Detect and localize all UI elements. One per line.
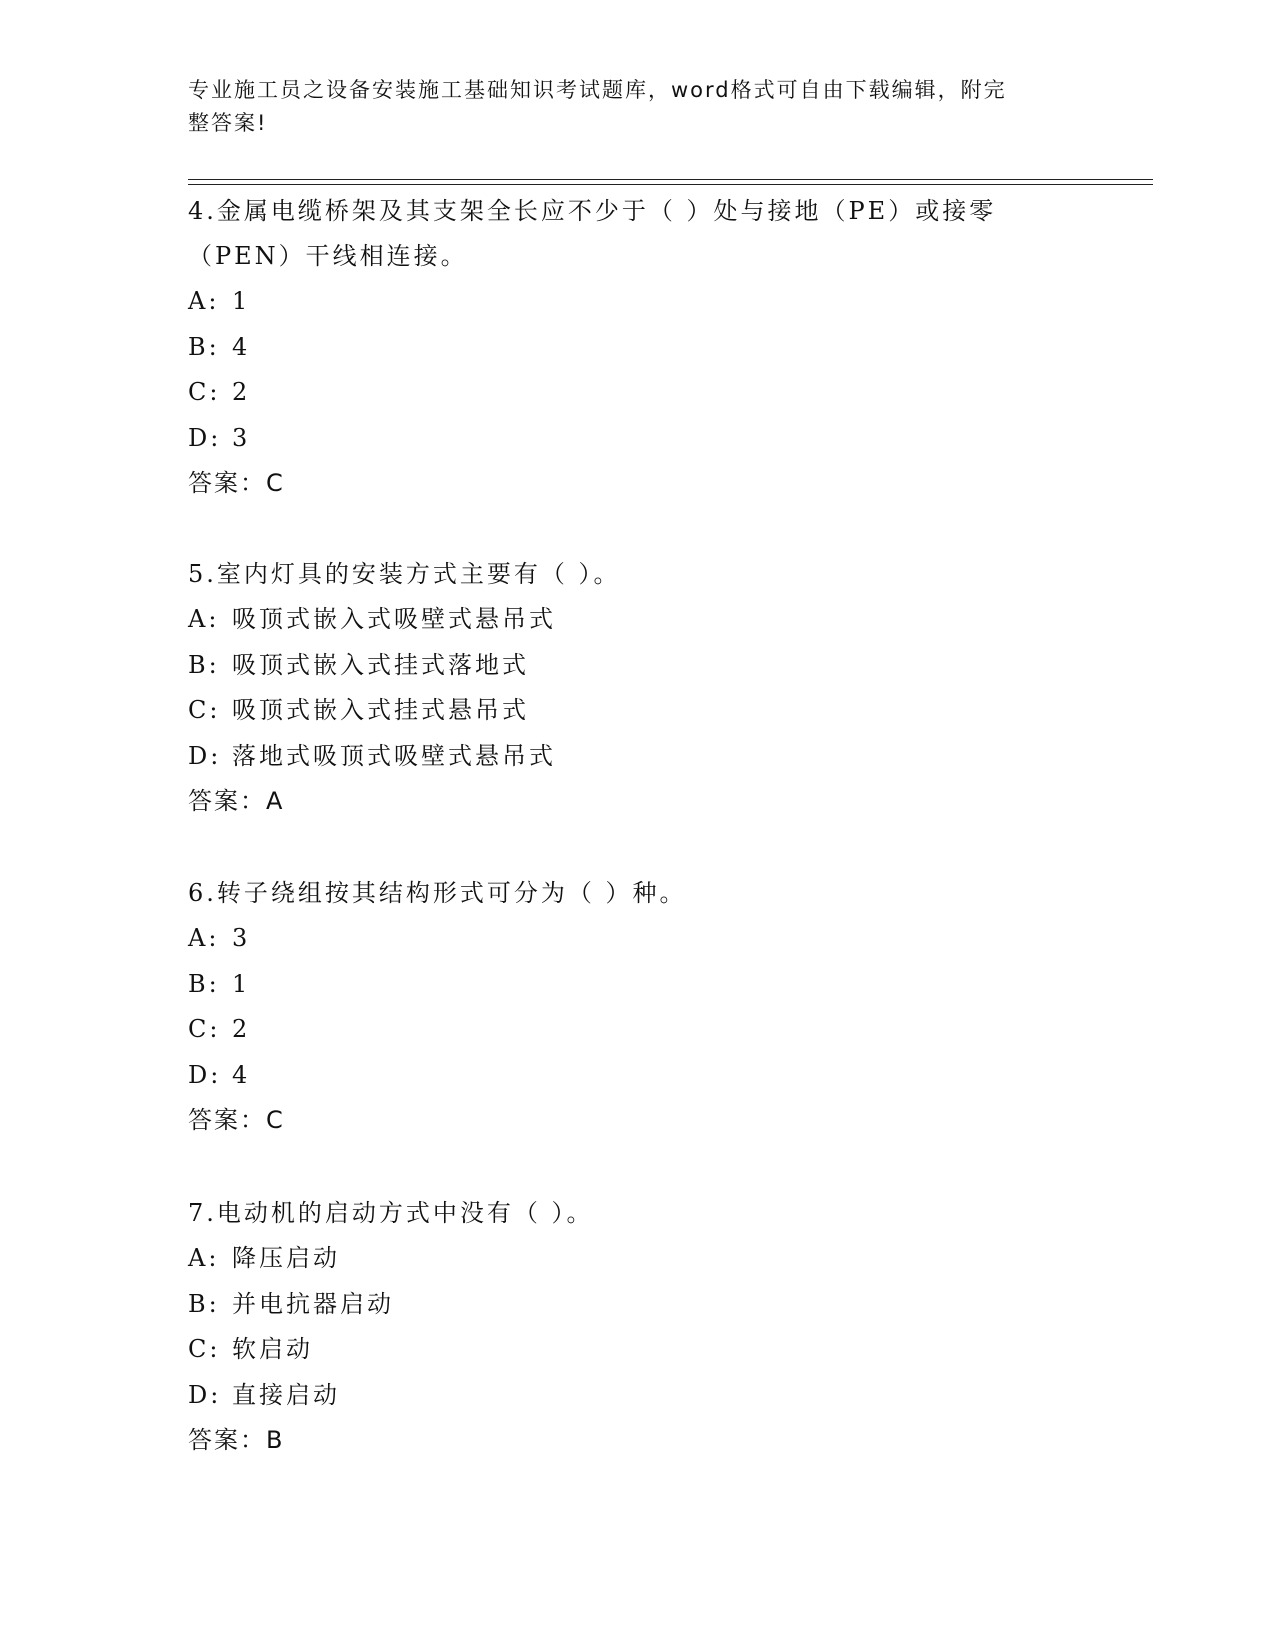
header-divider-top <box>188 179 1153 180</box>
option-text: 3 <box>232 924 251 952</box>
option-text: 落地式吸顶式吸壁式悬吊式 <box>232 741 556 770</box>
question-stem: 6.转子绕组按其结构形式可分为（ ）种。 <box>188 879 687 907</box>
option-d <box>188 1373 1088 1419</box>
option-text: 软启动 <box>232 1335 313 1363</box>
option-c <box>188 1007 1088 1053</box>
option-b <box>188 643 1088 689</box>
option-key: D: <box>188 741 222 770</box>
question-4 <box>188 189 1088 506</box>
document-header <box>188 74 1068 140</box>
option-d <box>188 1053 1088 1099</box>
answer-label: 答案：A <box>188 787 285 815</box>
option-text: 吸顶式嵌入式挂式悬吊式 <box>232 696 529 724</box>
header-line-2: 整答案! <box>188 111 268 135</box>
option-key: B: <box>188 332 220 361</box>
option-key: D: <box>188 1060 222 1089</box>
option-key: C: <box>188 696 221 724</box>
option-key: A: <box>188 287 220 315</box>
question-stem: 4.金属电缆桥架及其支架全长应不少于（ ）处与接地（PE）或接零（PEN）干线相连接。 <box>188 197 997 270</box>
option-text: 4 <box>232 332 251 361</box>
option-a <box>188 279 1088 325</box>
question-7 <box>188 1191 1088 1463</box>
option-d <box>188 416 1088 462</box>
option-b <box>188 1282 1088 1328</box>
option-key: A: <box>188 1244 220 1272</box>
option-key: B: <box>188 1289 220 1318</box>
question-stem: 7.电动机的启动方式中没有（ ）。 <box>188 1199 594 1227</box>
option-text: 降压启动 <box>232 1244 340 1272</box>
option-c <box>188 370 1088 416</box>
option-key: C: <box>188 1335 221 1363</box>
option-b <box>188 325 1088 371</box>
question-stem: 5.室内灯具的安装方式主要有（ ）。 <box>188 560 621 588</box>
option-key: D: <box>188 1380 222 1409</box>
option-key: B: <box>188 969 220 998</box>
header-divider-bottom <box>188 184 1153 185</box>
option-text: 直接启动 <box>232 1380 340 1409</box>
answer-label: 答案：C <box>188 469 285 497</box>
option-c <box>188 1327 1088 1373</box>
option-a <box>188 916 1088 962</box>
option-b <box>188 962 1088 1008</box>
option-key: B: <box>188 650 220 679</box>
option-key: A: <box>188 605 220 633</box>
option-key: C: <box>188 378 221 406</box>
answer-label: 答案：B <box>188 1426 285 1454</box>
option-d <box>188 734 1088 780</box>
question-5 <box>188 552 1088 824</box>
option-a <box>188 597 1088 643</box>
option-text: 4 <box>232 1060 251 1089</box>
option-a <box>188 1236 1088 1282</box>
option-key: A: <box>188 924 220 952</box>
option-text: 1 <box>232 969 251 998</box>
option-key: D: <box>188 423 222 452</box>
option-c <box>188 688 1088 734</box>
option-text: 3 <box>232 423 251 452</box>
option-text: 并电抗器启动 <box>232 1289 394 1318</box>
option-text: 吸顶式嵌入式吸壁式悬吊式 <box>232 605 556 633</box>
option-text: 2 <box>232 378 251 406</box>
header-line-1: 专业施工员之设备安装施工基础知识考试题库，word格式可自由下载编辑，附完 <box>188 78 1007 102</box>
question-6 <box>188 871 1088 1143</box>
option-text: 1 <box>232 287 251 315</box>
option-key: C: <box>188 1015 221 1043</box>
option-text: 吸顶式嵌入式挂式落地式 <box>232 650 529 679</box>
option-text: 2 <box>232 1015 251 1043</box>
answer-label: 答案：C <box>188 1106 285 1134</box>
